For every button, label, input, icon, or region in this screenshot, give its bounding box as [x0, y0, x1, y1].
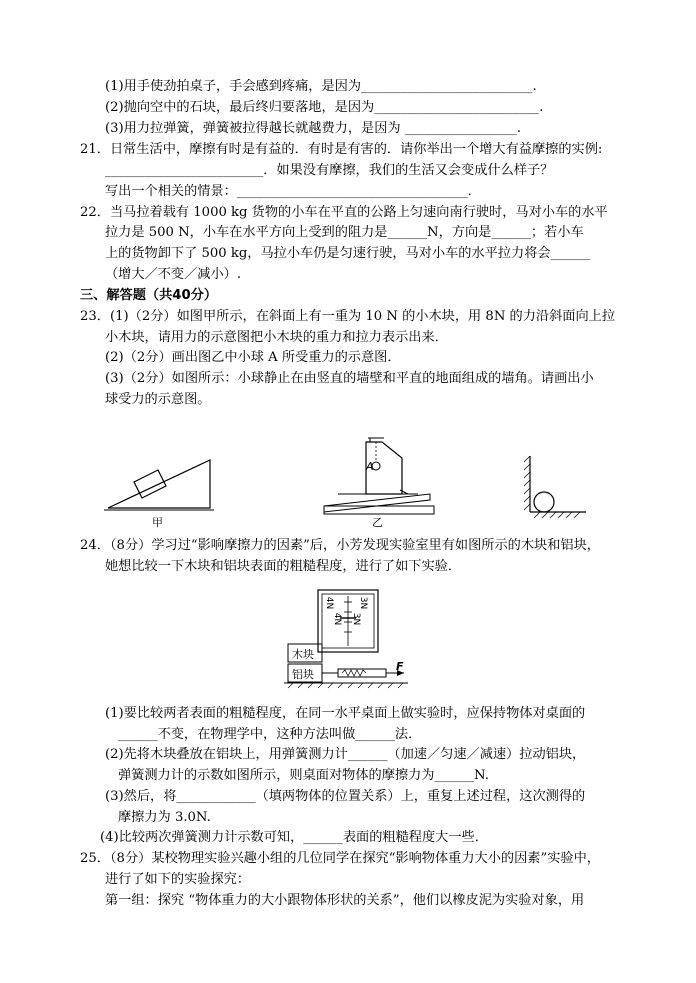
q25-line3: 第一组：探究 “物体重力的大小跟物体形状的关系”，他们以橡皮泥为实验对象，用 — [105, 893, 585, 908]
q21-line2: ________________________．如果没有摩擦，我们的生活又会变成什么样子？ — [105, 163, 554, 178]
q22-line4: （增大／不变／减小）. — [105, 267, 242, 282]
q20-part2: (2)抛向空中的石块，最后终归要落地，是因为_________________________. — [105, 100, 544, 115]
q24-part3-cont: 摩擦力为 3.0N. — [118, 810, 211, 825]
q23-line5: 球受力的示意图。 — [105, 392, 211, 407]
aluminum-block-label: 铝块 — [292, 668, 314, 681]
q23-line4: (3)（2分）如图所示：小球静止在由竖直的墙壁和平直的地面组成的墙角。请画出小 — [105, 371, 594, 386]
q21-line1: 21．日常生活中，摩擦有时是有益的．有时是有害的．请你举出一个增大有益摩擦的实例: — [80, 142, 603, 157]
q25-line1: 25．（8分）某校物理实验兴趣小组的几位同学在探究“影响物体重力大小的因素”实验中， — [80, 851, 600, 866]
q24-line2: 她想比较一下木块和铝块表面的粗糙程度，进行了如下实验． — [105, 559, 462, 574]
q20-part3: (3)用力拉弹簧，弹簧被拉得越长就越费力，是因为 _________________. — [105, 121, 522, 136]
q24-part3: (3)然后，将____________（填两物体的位置关系）上，重复上述过程，这次测得的 — [105, 789, 586, 804]
q24-part2: (2)先将木块叠放在铝块上，用弹簧测力计______（加速／匀速／减速）拉动铝块， — [105, 747, 586, 762]
q20-part1: (1)用手使劲拍桌子，手会感到疼痛，是因为__________________________. — [105, 79, 537, 94]
q24-part2-cont: 弹簧测力计的示数如图所示，则桌面对物体的摩擦力为______N. — [118, 768, 489, 783]
q23-line1: 23．(1)（2分）如图甲所示，在斜面上有一重为 10 N 的小木块，用 8N 的力沿斜面向上拉 — [80, 309, 616, 324]
q22-line3: 上的货物卸下了 500 kg，马拉小车仍是匀速行驶，马对小车的水平拉力将会______ — [105, 246, 591, 261]
q23-line2: 小木块，请用力的示意图把小木块的重力和拉力表示出来． — [105, 330, 448, 345]
scale-label-3n-inner: 3N — [351, 612, 362, 626]
wood-block-label: 木块 — [292, 648, 314, 661]
section3-heading: 三、解答题（共40分） — [80, 288, 218, 303]
scale-label-4n-inner: 4N — [332, 612, 343, 626]
q24-part1: (1)要比较两者表面的粗糙程度，在同一水平桌面上做实验时，应保持物体对桌面的 — [105, 706, 586, 721]
scale-label-4n-left: 4N — [324, 596, 335, 610]
figure-yi-apparatus — [318, 434, 440, 520]
q21-line3: 写出一个相关的情景：___________________________________． — [105, 184, 481, 199]
q24-part4: (4)比较两次弹簧测力计示数可知，______表面的粗糙程度大一些． — [100, 830, 488, 845]
figure-yi-caption: 乙 — [372, 516, 383, 529]
force-f-label: F — [396, 660, 404, 673]
figure-ball-corner — [520, 452, 590, 518]
figure-jia-caption: 甲 — [152, 516, 163, 529]
q24-line1: 24．（8分）学习过“影响摩擦力的因素”后，小芳发现实验室里有如图所示的木块和铝块， — [80, 538, 600, 553]
q22-line2: 拉力是 500 N，小车在水平方向上受到的阻力是______N，方向是______；若小车 — [105, 225, 584, 240]
figure-yi-point-a: A — [366, 460, 374, 473]
scale-label-3n-right: 3N — [358, 596, 369, 610]
q24-part1-cont: ______不变，在物理学中，这种方法叫做______法． — [118, 727, 422, 742]
q25-line2: 进行了如下的实验探究： — [105, 872, 251, 887]
q22-line1: 22．当马拉着载有 1000 kg 货物的小车在平直的公路上匀速向南行驶时，马对小车的水平 — [80, 205, 608, 220]
q23-line3: (2)（2分）画出图乙中小球 A 所受重力的示意图． — [105, 350, 401, 365]
